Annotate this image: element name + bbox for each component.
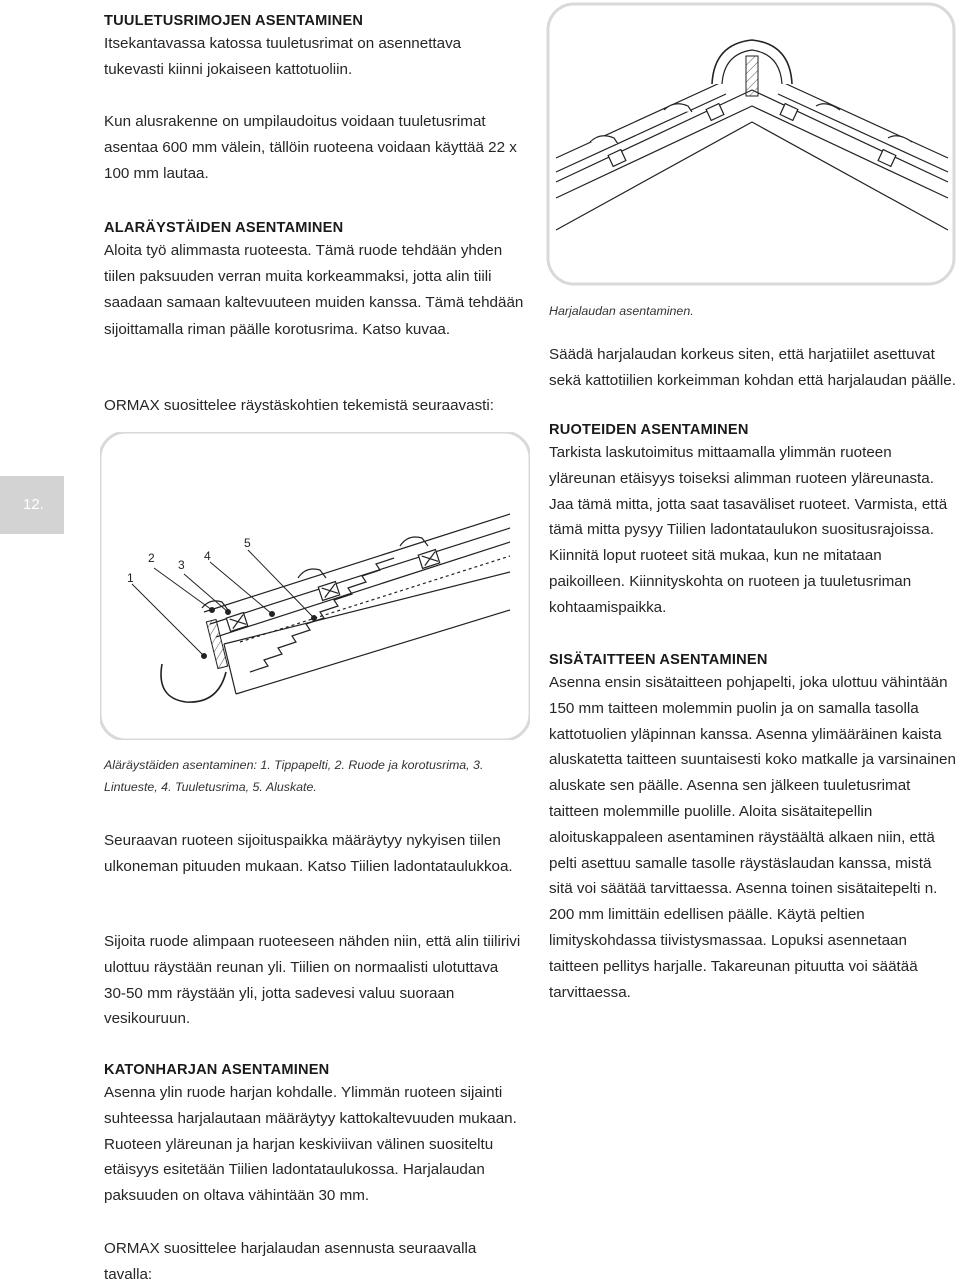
ridge-figure-caption: Harjalaudan asentaminen. xyxy=(549,304,694,318)
ridge-paragraph: Asenna ylin ruode harjan kohdalle. Ylimmän ruoteen sijainti suhteessa harjalautaan määräytyy kattokaltevuuden mukaan. Ruoteen yläreunan ja harjan keskiviivan välinen suositeltu etäisyys esitetään Tiilien ladontataulukossa. Harjalaudan paksuuden on oltava vähintään 30 mm. xyxy=(104,1084,517,1205)
ridge-recommendation: ORMAX suosittelee harjalaudan asennusta seuraavalla tavalla: xyxy=(104,1240,477,1283)
battens-heading: RUOTEIDEN ASENTAMINEN xyxy=(549,422,749,438)
valley-paragraph: Asenna ensin sisätaitteen pohjapelti, joka ulottuu vähintään 150 mm taitteen molemmin puolin ja on samalla tasolla kattotuolien yläpinnan kanssa. Asenna ylimääräinen kaista aluskatetta taitteen suuntaisesti koko matkalle ja varsinainen aluskate sen päälle. Asenna sen jälkeen tuuletusrimat taitteen molemmille puolille. Aloita sisätaitepellin aloituskappaleen asentaminen räystäältä alkaen niin, että pelti asettuu samalle tasolle räystäslaudan kanssa, mistä sitä voi säätää tarvittaessa. Asenna toinen sisätaitepelti n. 200 mm limittäin edellisen päälle. Käytä peltien limityskohdassa tiivistysmassaa. Lopuksi asennetaan taitteen pellitys harjalle. Takareunan pituutta voi säätää tarvittaessa. xyxy=(549,674,956,1001)
page-number: 12. xyxy=(23,496,44,513)
figure-label-4: 4 xyxy=(204,549,211,563)
vent-paragraph-1: Itsekantavassa katossa tuuletusrimat on asennettava tukevasti kiinni jokaiseen kattotuoliin. xyxy=(104,35,462,78)
eaves-recommendation-block xyxy=(104,393,524,419)
eaves-recommendation: ORMAX suosittelee räystäskohtien tekemistä seuraavasti: xyxy=(104,397,494,414)
battens-paragraph: Tarkista laskutoimitus mittaamalla ylimmän ruoteen yläreunan etäisyys toiseksi alimman ruoteen yläreunasta. Jaa tämä mitta, jotta saat tasaväliset ruoteet. Varmista, että tämä mitta pysyy Tiilien ladontataulukon suositusrajoissa. Kiinnitä loput ruoteet sitä mukaa, kun ne mitataan paikoilleen. Kiinnityskohta on ruoteen ja tuuletusriman kohtaamispaikka. xyxy=(549,444,948,616)
vent-section-2 xyxy=(104,109,524,186)
figure-label-1: 1 xyxy=(127,571,134,585)
eaves-figure-caption: Aläräystäiden asentaminen: 1. Tippapelti, 2. Ruode ja korotusrima, 3. Lintueste, 4. Tuuletusrima, 5. Aluskate. xyxy=(104,758,484,794)
eaves-paragraph-2-block xyxy=(104,828,524,880)
page-number-tab xyxy=(0,476,64,534)
eaves-paragraph: Aloita työ alimmasta ruoteesta. Tämä ruode tehdään yhden tiilen paksuuden verran muita korkeammaksi, jotta alin tiili saadaan samaan kaltevuuteen muiden kanssa. Tämä tehdään sijoittamalla riman päälle korotusrima. Katso kuvaa. xyxy=(104,242,524,338)
ridge-figure-paragraph-block xyxy=(549,342,959,394)
eaves-paragraph-3-block xyxy=(104,929,524,1032)
vent-heading: TUULETUSRIMOJEN ASENTAMINEN xyxy=(104,13,364,29)
figure-frame xyxy=(100,432,530,740)
valley-section xyxy=(549,650,959,1005)
eaves-figure xyxy=(100,432,530,740)
valley-heading: SISÄTAITTEEN ASENTAMINEN xyxy=(549,652,768,668)
figure-label-3: 3 xyxy=(178,558,185,572)
eaves-section xyxy=(104,218,524,343)
figure-label-2: 2 xyxy=(148,551,155,565)
eaves-caption-block xyxy=(104,754,524,798)
eaves-heading: ALARÄYSTÄIDEN ASENTAMINEN xyxy=(104,220,344,236)
ridge-figure xyxy=(546,2,958,288)
eaves-paragraph-2: Seuraavan ruoteen sijoituspaikka määräytyy nykyisen tiilen ulkoneman pituuden mukaan. Katso Tiilien ladontataulukkoa. xyxy=(104,832,513,875)
vent-section xyxy=(104,11,524,83)
ridge-figure-paragraph: Säädä harjalaudan korkeus siten, että harjatiilet asettuvat sekä kattotiilien korkeimman kohdan että harjalaudan päälle. xyxy=(549,346,956,389)
figure-label-5: 5 xyxy=(244,536,251,550)
ridge-section xyxy=(104,1060,524,1209)
ridge-heading: KATONHARJAN ASENTAMINEN xyxy=(104,1062,330,1078)
eaves-paragraph-3: Sijoita ruode alimpaan ruoteeseen nähden niin, että alin tiilirivi ulottuu räystään reunan yli. Tiilien on normaalisti ulotuttava 30-50 mm räystään yli, jotta sadevesi valuu suoraan vesikouruun. xyxy=(104,933,521,1028)
battens-section xyxy=(549,420,959,621)
ridge-board xyxy=(746,56,758,96)
ridge-figure-caption-block xyxy=(549,300,959,322)
vent-paragraph-2: Kun alusrakenne on umpilaudoitus voidaan tuuletusrimat asentaa 600 mm välein, tällöin ruoteena voidaan käyttää 22 x 100 mm lautaa. xyxy=(104,113,517,182)
ridge-recommendation-block xyxy=(104,1236,524,1288)
